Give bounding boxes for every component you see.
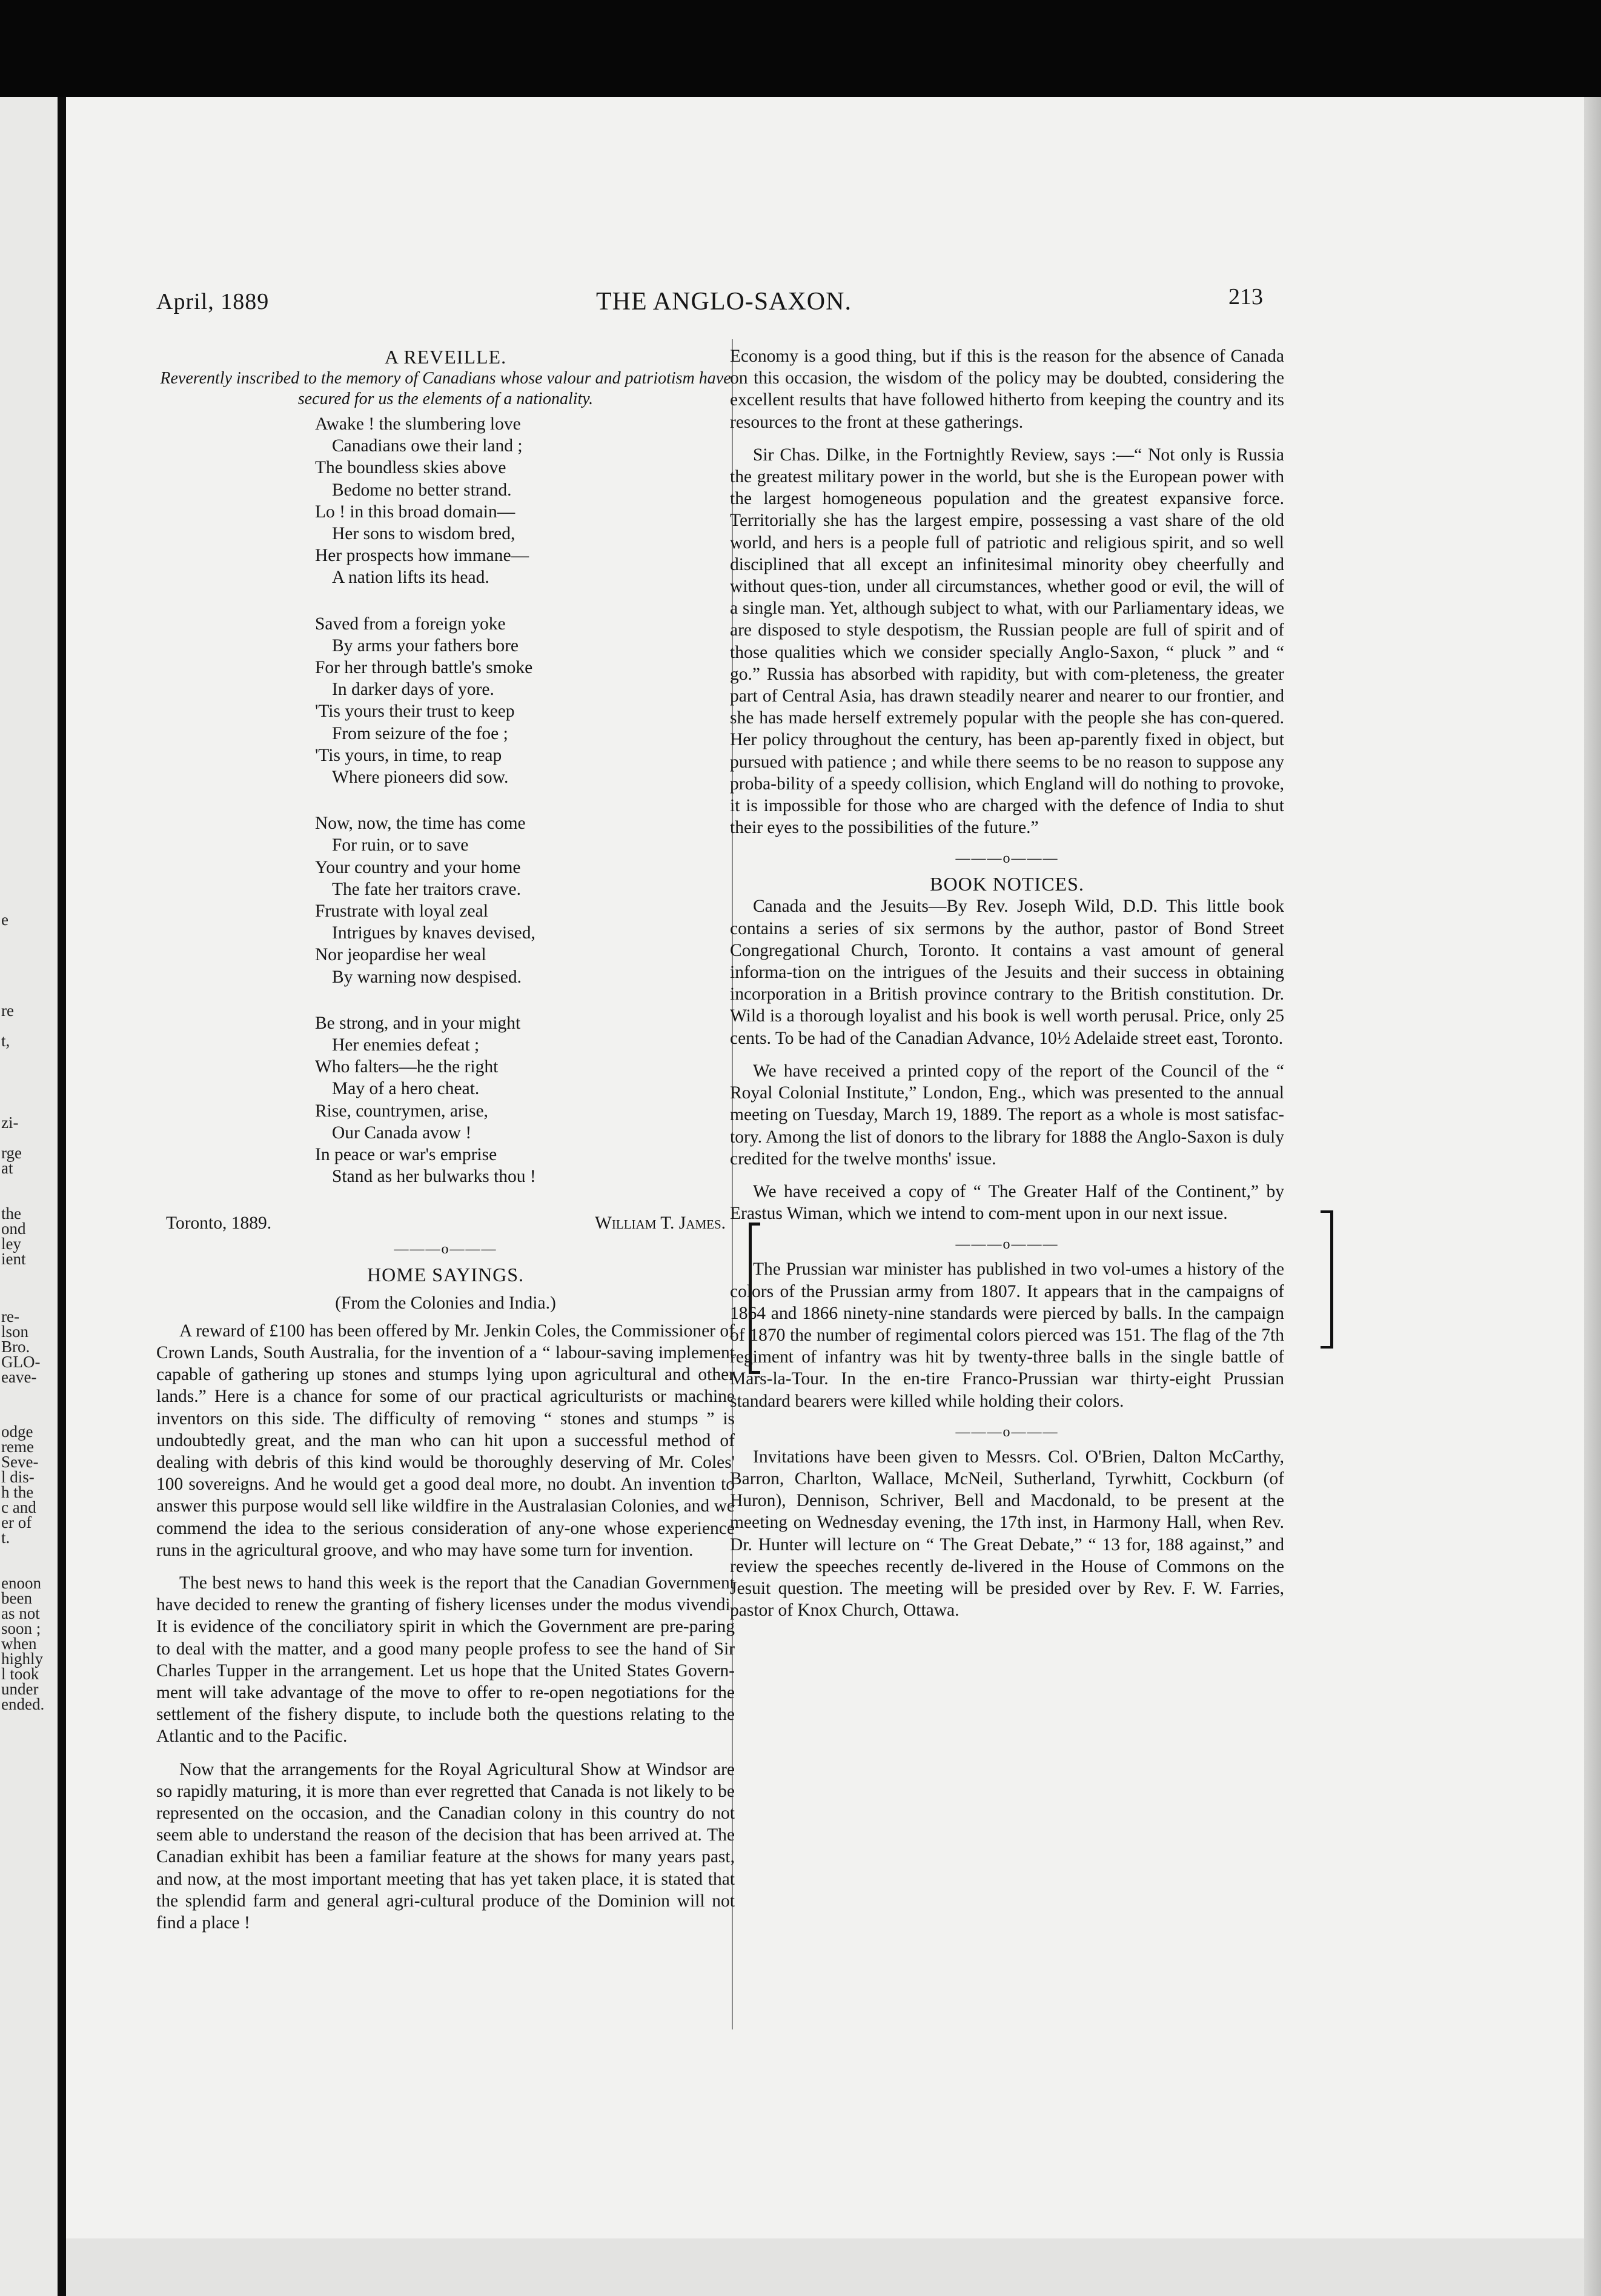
- edge-fragment: reme: [1, 1438, 34, 1456]
- home-sayings-body: [156, 1320, 735, 1934]
- home-sayings-subheading: (From the Colonies and India.): [335, 1293, 556, 1313]
- poem-author: William T. James.: [595, 1213, 726, 1233]
- poem-line: Awake ! the slumbering love: [315, 414, 521, 434]
- poem-line: Bedome no better strand.: [332, 480, 512, 500]
- edge-fragment: highly: [1, 1650, 44, 1668]
- edge-fragment: enoon: [1, 1574, 41, 1592]
- edge-fragment: as not: [1, 1604, 40, 1622]
- edge-fragment: odge: [1, 1422, 33, 1441]
- edge-fragment: h the: [1, 1483, 34, 1501]
- poem-line: Frustrate with loyal zeal: [315, 901, 488, 921]
- book-notice-paragraph: Canada and the Jesuits—By Rev. Joseph Wild, D.D. This little book contains a series of six sermons by the author, pastor of Bond Street Congregational Church, Toronto. It contains a vast amount of general informa-tion on the intrigues of the Jesuits and their success in obtaining incorporation in a British province contrary to the British constitution. Dr. Wild is a thorough loyalist and his book is well worth perusal. Price, only 25 cents. To be had of the Canadian Advance, 10½ Adelaide street east, Toronto.: [730, 897, 1284, 1048]
- edge-fragment: e: [1, 911, 8, 929]
- edge-fragment: Seve-: [1, 1453, 39, 1471]
- scan-top-shadow: [0, 0, 1601, 97]
- poem-line: By arms your fathers bore: [332, 635, 519, 655]
- poem-line: May of a hero cheat.: [332, 1079, 480, 1099]
- page-number: 213: [1228, 284, 1263, 310]
- reveille-heading: A REVEILLE.: [384, 346, 507, 368]
- section-separator: ———o———: [394, 1241, 497, 1257]
- poem-line: Who falters—he the right: [315, 1057, 499, 1077]
- edge-fragment: been: [1, 1589, 32, 1607]
- edge-fragment: under: [1, 1680, 39, 1698]
- poem-stanza: [156, 812, 735, 988]
- poem-stanza: [156, 413, 735, 589]
- news-paragraph: The Prussian war minister has published in two vol-umes a history of the colors of the Prussian army from 1807. It appears that in the campaigns of 1864 and 1866 ninety-nine standards were pierced by balls. In the campaign of 1870 the number of regimental colors pierced was 151. The flag of the 7th regiment of infantry was hit by twenty-three balls in the single battle of Mars-la-Tour. In the en-tire Franco-Prussian war thirty-eight Prussian standard bearers were killed while holding their colors.: [730, 1259, 1284, 1411]
- edge-fragment: re: [1, 1001, 14, 1020]
- right-column: [730, 345, 1284, 1993]
- binding-gutter: [58, 97, 66, 2296]
- edge-fragment: l dis-: [1, 1468, 35, 1486]
- edge-fragment: t.: [1, 1528, 10, 1547]
- previous-page-margin: [0, 97, 58, 2296]
- poem-line: Saved from a foreign yoke: [315, 614, 506, 634]
- reveille-poem: [156, 413, 735, 1188]
- poem-line: Where pioneers did sow.: [332, 768, 509, 788]
- book-notice-paragraph: We have received a printed copy of the report of the Council of the “ Royal Colonial Institute,” London, Eng., which was presented to the annual meeting on Tuesday, March 19, 1889. The report as a whole is most satisfac-tory. Among the list of donors to the library for 1888 the Anglo-Saxon is duly credited for the twelve months' issue.: [730, 1061, 1284, 1169]
- publication-title: THE ANGLO-SAXON.: [596, 288, 852, 316]
- poem-signoff: [156, 1212, 735, 1236]
- edge-fragment: the: [1, 1204, 21, 1223]
- poem-line: The boundless skies above: [315, 458, 506, 478]
- edge-fragment: Bro.: [1, 1338, 30, 1356]
- home-sayings-heading: HOME SAYINGS.: [367, 1263, 524, 1286]
- reveille-dedication: Reverently inscribed to the memory of Canadians whose valour and patriotism have secured for us the elements of a nationality.: [160, 369, 731, 408]
- poem-line: From seizure of the foe ;: [332, 723, 508, 743]
- poem-line: Nor jeopardise her weal: [315, 945, 486, 965]
- book-notice-paragraph: We have received a copy of “ The Greater Half of the Continent,” by Erastus Wiman, which we intend to com-ment upon in our next issue.: [730, 1181, 1284, 1224]
- edge-fragment: ley: [1, 1235, 21, 1253]
- edge-fragment: at: [1, 1159, 13, 1177]
- poem-line: Rise, countrymen, arise,: [315, 1101, 488, 1121]
- poem-line: Lo ! in this broad domain—: [315, 502, 515, 522]
- poem-line: In darker days of yore.: [332, 680, 494, 700]
- issue-date: April, 1889: [156, 289, 270, 314]
- poem-line: Now, now, the time has come: [315, 814, 526, 834]
- poem-line: The fate her traitors crave.: [332, 879, 522, 899]
- article-paragraph: Economy is a good thing, but if this is the reason for the absence of Canada on this occasion, the wisdom of the policy may be doubted, considering the excellent results that have followed hitherto from keeping the country and its resources to the front at these gatherings.: [730, 347, 1284, 432]
- book-notices-body: [730, 895, 1284, 1224]
- prussian-colors-item: [730, 1258, 1284, 1412]
- poem-line: Stand as her bulwarks thou !: [332, 1167, 536, 1187]
- poem-line: Her prospects how immane—: [315, 546, 529, 566]
- poem-line: For her through battle's smoke: [315, 658, 533, 678]
- section-separator: ———o———: [955, 1424, 1059, 1440]
- edge-fragment: er of: [1, 1513, 32, 1531]
- news-paragraph: Invitations have been given to Messrs. Col. O'Brien, Dalton McCarthy, Barron, Charlton, Wallace, McNeil, Sutherland, Tyrwhitt, Cockburn (of Huron), Dennison, Schriver, Bell and Macdonald, to be present at the meeting on Wednesday evening, the 17th inst, in Harmony Hall, when Rev. Dr. Hunter will lecture on “ The Great Debate,” “ 13 for, 188 against,” and review the speeches recently de-livered in the House of Commons on the Jesuit question. The meeting will be presided over by Rev. F. W. Farries, pastor of Knox Church, Ottawa.: [730, 1447, 1284, 1621]
- home-sayings-paragraph: The best news to hand this week is the report that the Canadian Government have decided to renew the granting of fishery licenses under the modus vivendi. It is evidence of the conciliatory spirit in which the Government are pre-paring to deal with the matter, and a good many people profess to see the hand of Sir Charles Tupper in the arrangement. Let us hope that the United States Govern-ment will take advantage of the move to offer to re-open negotiations for the settlement of the fishery dispute, to include both the questions relating to the Atlantic and to the Pacific.: [156, 1573, 735, 1747]
- invitations-item: [730, 1446, 1284, 1622]
- book-notices-heading: BOOK NOTICES.: [930, 873, 1084, 895]
- poem-stanza: [156, 1012, 735, 1188]
- page-bottom-margin: [66, 2238, 1584, 2296]
- edge-fragment: l took: [1, 1665, 39, 1683]
- poem-line: Be strong, and in your might: [315, 1013, 521, 1033]
- edge-fragment: c and: [1, 1498, 36, 1516]
- poem-line: 'Tis yours their trust to keep: [315, 702, 515, 722]
- edge-fragment: eave-: [1, 1368, 37, 1386]
- edge-fragment: zi-: [1, 1113, 19, 1132]
- left-column: [156, 345, 735, 1993]
- edge-fragment: when: [1, 1634, 37, 1653]
- poem-line: Intrigues by knaves devised,: [332, 923, 535, 943]
- article-paragraph: Sir Chas. Dilke, in the Fortnightly Review, says :—“ Not only is Russia the greatest military power in the world, but she is the European power with the largest homogeneous population and the greatest expansive force. Territorially she has the largest empire, possessing a vast share of the old world, and hers is a people full of patriotic and religious spirit, and so well disciplined that all except an infinitesimal minority obey cheerfully and without ques-tion, under all circumstances, whether good or evil, the will of a single man. Yet, although subject to what, with our Parliamentary ideas, we are disposed to style despotism, the Russian people are full of spirit and of those qualities which we consider specially Anglo-Saxon, “ pluck ” and “ go.” Russia has absorbed with rapidity, but with com-pleteness, the greater part of Central Asia, has drawn steadily nearer and nearer to our frontier, and she has made herself extremely popular with the people she has con-quered. Her policy throughout the century, has been ap-parently fixed in object, but pursued with patience ; and while there seems to be no reason to suppose any proba-bility of a speedy collision, which England will do nothing to provoke, it is impossible for those who are charged with the defence of India to shut their eyes to the possibilities of the future.”: [730, 445, 1284, 838]
- poem-line: In peace or war's emprise: [315, 1145, 497, 1165]
- edge-fragment: lson: [1, 1322, 29, 1341]
- edge-fragment: rge: [1, 1144, 22, 1162]
- poem-line: For ruin, or to save: [332, 835, 469, 855]
- edge-fragment: GLO-: [1, 1353, 41, 1371]
- page-header: [0, 284, 1601, 320]
- edge-fragment: soon ;: [1, 1619, 41, 1637]
- page-right-edge: [1584, 97, 1601, 2296]
- poem-line: A nation lifts its head.: [332, 568, 489, 588]
- home-sayings-paragraph: Now that the arrangements for the Royal Agricultural Show at Windsor are so rapidly maturing, it is more than ever regretted that Canada is not likely to be represented on the occasion, and the Canadian colony in this country do not seem able to understand the reason of the decision that has been arrived at. The Canadian exhibit has been a familiar feature at the shows for many years past, and now, at the most important meeting that has yet taken place, it is stated that the splendid farm and general agri-cultural produce of the Dominion will not find a place !: [156, 1759, 735, 1933]
- edge-fragment: re-: [1, 1307, 19, 1326]
- handwritten-bracket-right: [1321, 1210, 1333, 1349]
- poem-line: 'Tis yours, in time, to reap: [315, 745, 502, 765]
- poem-line: By warning now despised.: [332, 967, 522, 987]
- edge-fragment: ient: [1, 1250, 26, 1268]
- section-separator: ———o———: [955, 851, 1059, 867]
- section-separator: ———o———: [955, 1236, 1059, 1253]
- poem-line: Our Canada avow !: [332, 1123, 472, 1143]
- edge-fragment: t,: [1, 1032, 10, 1050]
- continued-article-body: [730, 345, 1284, 838]
- edge-fragment: ended.: [1, 1695, 45, 1713]
- poem-line: Canadians owe their land ;: [332, 436, 523, 456]
- edge-fragment: ond: [1, 1219, 26, 1238]
- poem-line: Her sons to wisdom bred,: [332, 524, 515, 544]
- poem-line: Her enemies defeat ;: [332, 1035, 480, 1055]
- poem-stanza: [156, 613, 735, 789]
- poem-line: Your country and your home: [315, 857, 521, 877]
- poem-place-date: Toronto, 1889.: [166, 1213, 272, 1233]
- home-sayings-paragraph: A reward of £100 has been offered by Mr. Jenkin Coles, the Commissioner of Crown Lands, South Australia, for the invention of a “ labour-saving implement capable of gathering up stones and stumps lying upon agricultural and other lands.” Here is a chance for some of our practical agriculturists or machine inventors on this side. The difficulty of removing “ stones and stumps ” is undoubtedly great, and the man who can hit upon a successful method of dealing with debris of this kind would be thoroughly deserving of Mr. Coles' 100 sovereigns. And he would get a good deal more, no doubt. An invention to answer this purpose would sell like wildfire in the Australasian Colonies, and we commend the idea to the serious consideration of any-one whose experience runs in the agricultural groove, and who may have some turn for invention.: [156, 1321, 735, 1560]
- handwritten-bracket-left: [749, 1223, 760, 1374]
